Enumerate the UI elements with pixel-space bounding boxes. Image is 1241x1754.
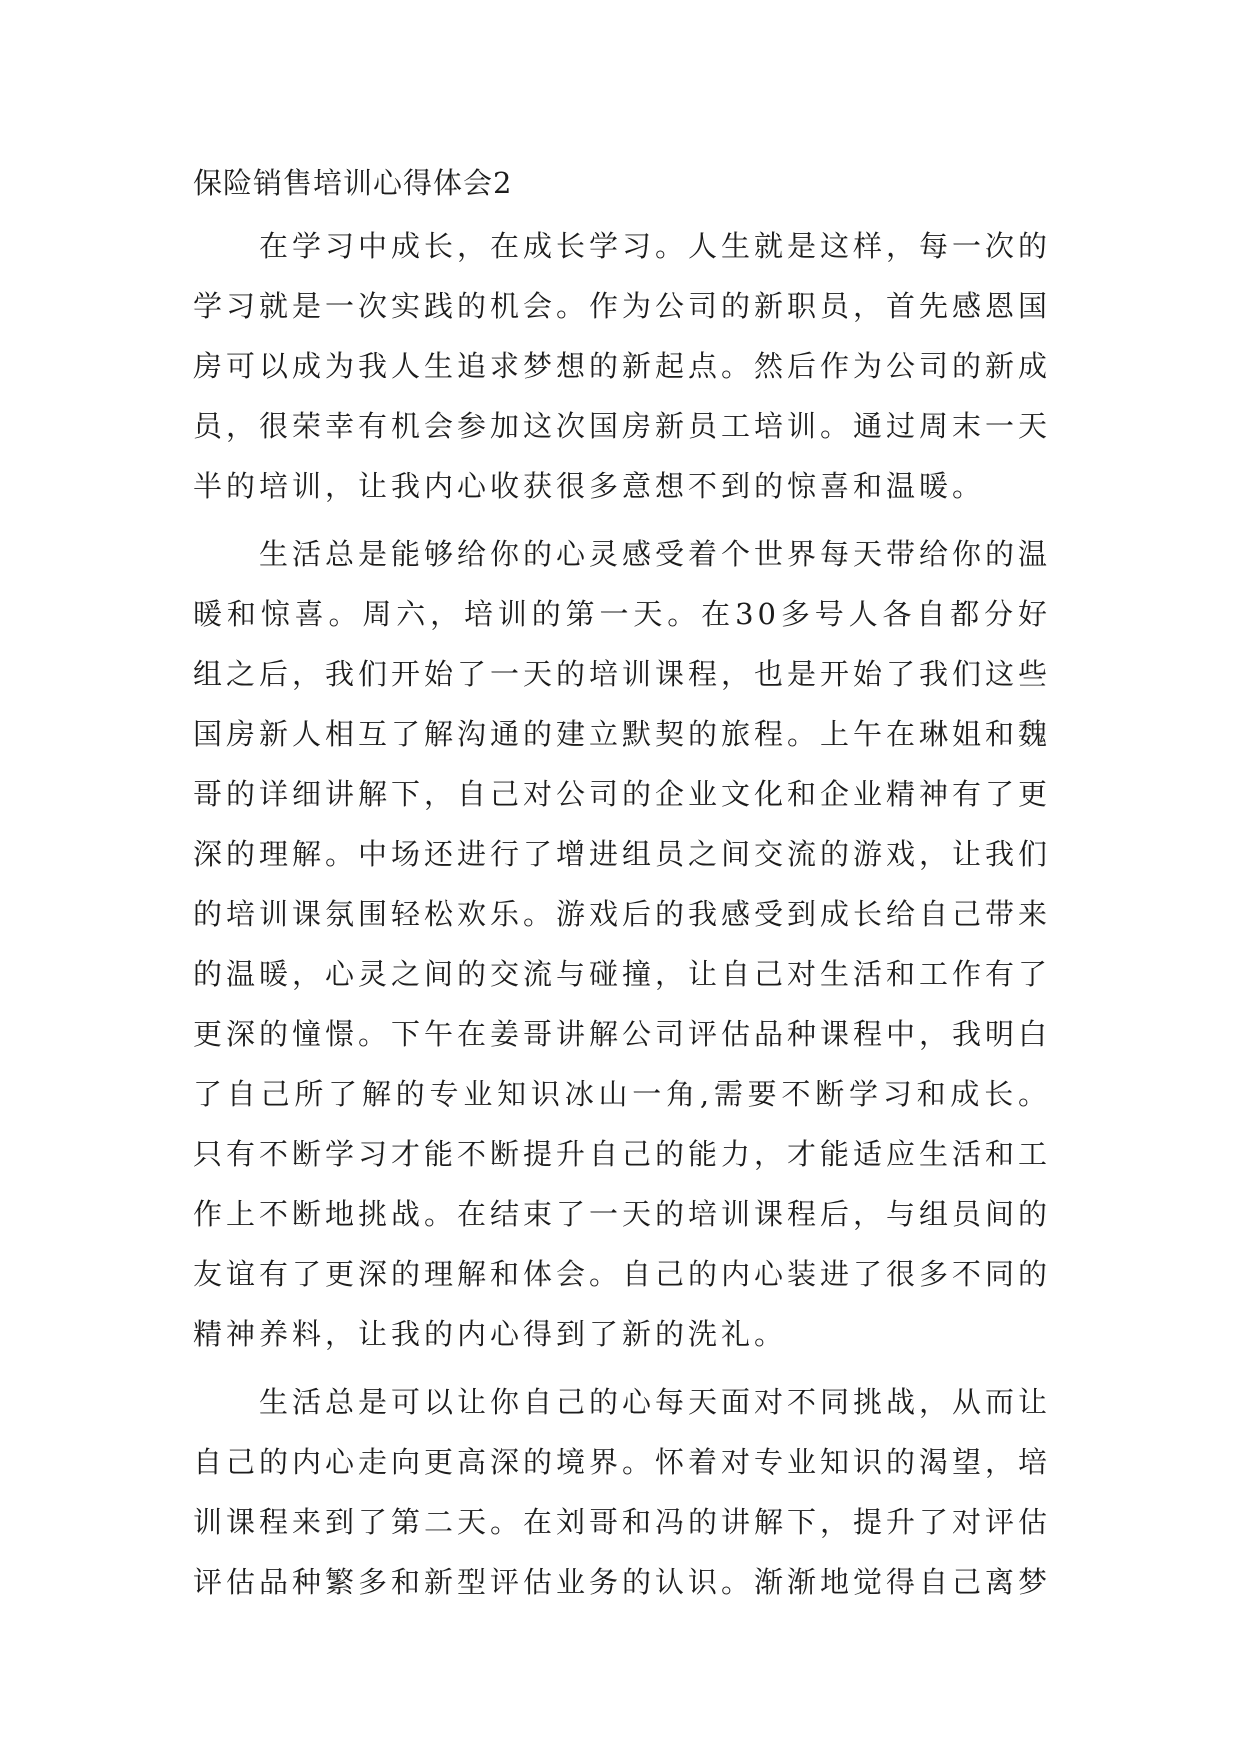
document-title: 保险销售培训心得体会2 <box>193 166 513 200</box>
paragraph-1: 在学习中成长，在成长学习。人生就是这样，每一次的学习就是一次实践的机会。作为公司的新职员，首先感恩国房可以成为我人生追求梦想的新起点。然后作为公司的新成员，很荣幸有机会参加这次国房新员工培训。通过周末一天半的培训，让我内心收获很多意想不到的惊喜和温暖。 <box>193 229 1052 503</box>
paragraph-3: 生活总是可以让你自己的心每天面对不同挑战，从而让自己的内心走向更高深的境界。怀着对专业知识的渴望，培训课程来到了第二天。在刘哥和冯的讲解下，提升了对评估评估品种繁多和新型评估业务的认识。渐渐地觉得自己离梦 <box>193 1385 1052 1599</box>
paragraph-2: 生活总是能够给你的心灵感受着个世界每天带给你的温暖和惊喜。周六，培训的第一天。在30多号人各自都分好组之后，我们开始了一天的培训课程，也是开始了我们这些国房新人相互了解沟通的建立默契的旅程。上午在琳姐和魏哥的详细讲解下，自己对公司的企业文化和企业精神有了更深的理解。中场还进行了增进组员之间交流的游戏，让我们的培训课氛围轻松欢乐。游戏后的我感受到成长给自己带来的温暖，心灵之间的交流与碰撞，让自己对生活和工作有了更深的憧憬。下午在姜哥讲解公司评估品种课程中，我明白了自己所了解的专业知识冰山一角,需要不断学习和成长。只有不断学习才能不断提升自己的能力，才能适应生活和工作上不断地挑战。在结束了一天的培训课程后，与组员间的友谊有了更深的理解和体会。自己的内心装进了很多不同的精神养料，让我的内心得到了新的洗礼。 <box>193 537 1052 1351</box>
document-body <box>193 216 1051 1620</box>
